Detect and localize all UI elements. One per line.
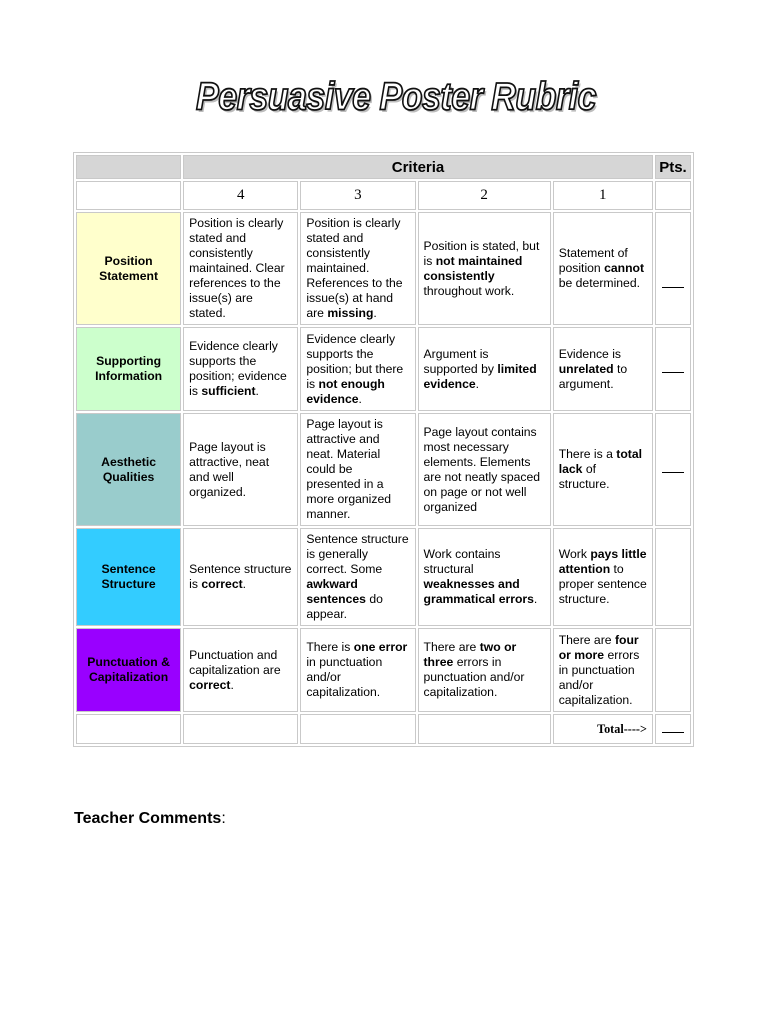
rubric-row-aesthetic (76, 413, 691, 526)
cell-text: . (230, 677, 234, 692)
cell-text-bold: sufficient (201, 384, 256, 398)
cell-text: errors in punctuation and/or capitalization. (423, 655, 525, 699)
cell-text-bold: not maintained consistently (423, 253, 523, 283)
points-blank (655, 212, 691, 325)
cell-text: There are (558, 632, 615, 647)
cell-aesthetic-1 (553, 413, 653, 526)
cell-text: do appear. (306, 592, 383, 621)
criterion-supporting-information: Supporting Information (76, 327, 181, 411)
cell-sentence-4 (183, 528, 298, 626)
cell-text-bold: not enough evidence (306, 376, 385, 406)
total-points-blank (655, 714, 691, 744)
cell-text: . (255, 384, 259, 398)
cell-position-2 (418, 212, 551, 325)
cell-text-bold: cannot (604, 261, 645, 275)
cell-text: in punctuation and/or capitalization. (306, 655, 383, 699)
points-empty (655, 628, 691, 712)
cell-sentence-3 (300, 528, 415, 626)
cell-supporting-4 (183, 327, 298, 411)
criterion-punctuation-capitalization: Punctuation & Capitalization (76, 628, 181, 712)
cell-text: . (475, 376, 480, 391)
cell-text: Position is clearly stated and consistently maintained. References to the issue(s) at hand are (306, 216, 403, 320)
cell-text-bold: total lack (558, 447, 643, 476)
teacher-comments-colon: : (221, 810, 226, 827)
cell-punctuation-3 (300, 628, 415, 712)
cell-text: Sentence structure is generally correct. Some (306, 532, 409, 576)
cell-text: There is (306, 640, 354, 654)
cell-text-bold: one error (353, 640, 408, 654)
level-1: 1 (553, 181, 653, 210)
criteria-header: Criteria (183, 155, 653, 179)
score-level-row (76, 181, 691, 210)
cell-text: to argument. (558, 361, 628, 391)
criterion-aesthetic-qualities: Aesthetic Qualities (76, 413, 181, 526)
cell-text: Evidence is (558, 346, 622, 361)
cell-supporting-3 (300, 327, 415, 411)
cell-text: . (358, 391, 362, 406)
cell-text: be determined. (558, 276, 641, 290)
header-blank-cell (76, 155, 181, 179)
cell-text: Position is stated, but is (423, 238, 540, 268)
cell-text: There is a (558, 447, 617, 461)
level-3: 3 (300, 181, 415, 210)
cell-text-bold: unrelated (558, 361, 614, 376)
total-blank-cell (300, 714, 415, 744)
cell-text-bold: two or three (423, 640, 517, 669)
total-row (76, 714, 691, 744)
cell-text-bold: missing (327, 306, 374, 320)
rubric-row-position (76, 212, 691, 325)
cell-punctuation-1 (553, 628, 653, 712)
cell-aesthetic-4 (183, 413, 298, 526)
cell-text: There are (423, 640, 480, 654)
cell-aesthetic-3 (300, 413, 415, 526)
cell-text: . (373, 306, 377, 320)
rubric-table (73, 152, 694, 747)
level-blank-cell (76, 181, 181, 210)
cell-text-bold: weaknesses and grammatical errors (423, 577, 534, 606)
points-empty (655, 528, 691, 626)
cell-position-3 (300, 212, 415, 325)
total-blank-cell (183, 714, 298, 744)
total-blank-cell (418, 714, 551, 744)
points-blank (655, 413, 691, 526)
rubric-row-sentence (76, 528, 691, 626)
cell-text-bold: awkward sentences (306, 577, 366, 606)
cell-sentence-1 (553, 528, 653, 626)
cell-aesthetic-2 (418, 413, 551, 526)
cell-punctuation-2 (418, 628, 551, 712)
cell-text: Page layout contains most necessary elements. Elements are not neatly spaced on page or not well organized (423, 424, 541, 514)
cell-position-4 (183, 212, 298, 325)
total-label: Total----> (553, 714, 653, 744)
cell-text: Punctuation and capitalization are (189, 647, 281, 677)
cell-text-bold: four or more (558, 632, 639, 662)
cell-text: to proper sentence structure. (558, 562, 647, 606)
rubric-row-punctuation (76, 628, 691, 712)
cell-text: . (242, 577, 247, 591)
level-2: 2 (418, 181, 551, 210)
cell-text: of structure. (558, 462, 610, 491)
header-row (76, 155, 691, 179)
points-header: Pts. (655, 155, 691, 179)
cell-supporting-2 (418, 327, 551, 411)
cell-position-1 (553, 212, 653, 325)
cell-text: Page layout is attractive and neat. Material could be presented in a more organized manner. (306, 417, 392, 521)
teacher-comments-label: Teacher Comments (74, 810, 222, 827)
points-blank (655, 327, 691, 411)
cell-text-bold: correct (201, 577, 243, 591)
cell-text: Evidence clearly supports the position; evidence is (189, 339, 287, 398)
page-title: Persuasive Poster Rubric (196, 75, 596, 119)
cell-text: errors in punctuation and/or capitalization. (558, 647, 640, 707)
cell-text-bold: correct (189, 677, 231, 692)
cell-text: Evidence clearly supports the position; but there is (306, 331, 404, 391)
total-blank-cell (76, 714, 181, 744)
cell-text: Work contains structural (423, 547, 501, 576)
cell-text: Statement of position (558, 246, 628, 275)
cell-text: Page layout is attractive, neat and well organized. (189, 439, 270, 499)
rubric-row-supporting (76, 327, 691, 411)
cell-text-bold: limited evidence (423, 361, 537, 391)
cell-text: Argument is supported by (423, 346, 498, 376)
criterion-sentence-structure: Sentence Structure (76, 528, 181, 626)
cell-text: Sentence structure is (189, 562, 292, 591)
cell-text-bold: pays little attention (558, 547, 647, 576)
cell-text: throughout work. (423, 283, 515, 298)
teacher-comments (74, 810, 226, 828)
cell-text: Position is clearly stated and consistently maintained. Clear references to the issue(s) are stated. (189, 216, 285, 320)
cell-text: Work (558, 547, 591, 561)
cell-supporting-1 (553, 327, 653, 411)
cell-sentence-2 (418, 528, 551, 626)
criterion-position-statement: Position Statement (76, 212, 181, 325)
level-4: 4 (183, 181, 298, 210)
cell-text: . (533, 592, 538, 606)
level-pts-blank (655, 181, 691, 210)
cell-punctuation-4 (183, 628, 298, 712)
